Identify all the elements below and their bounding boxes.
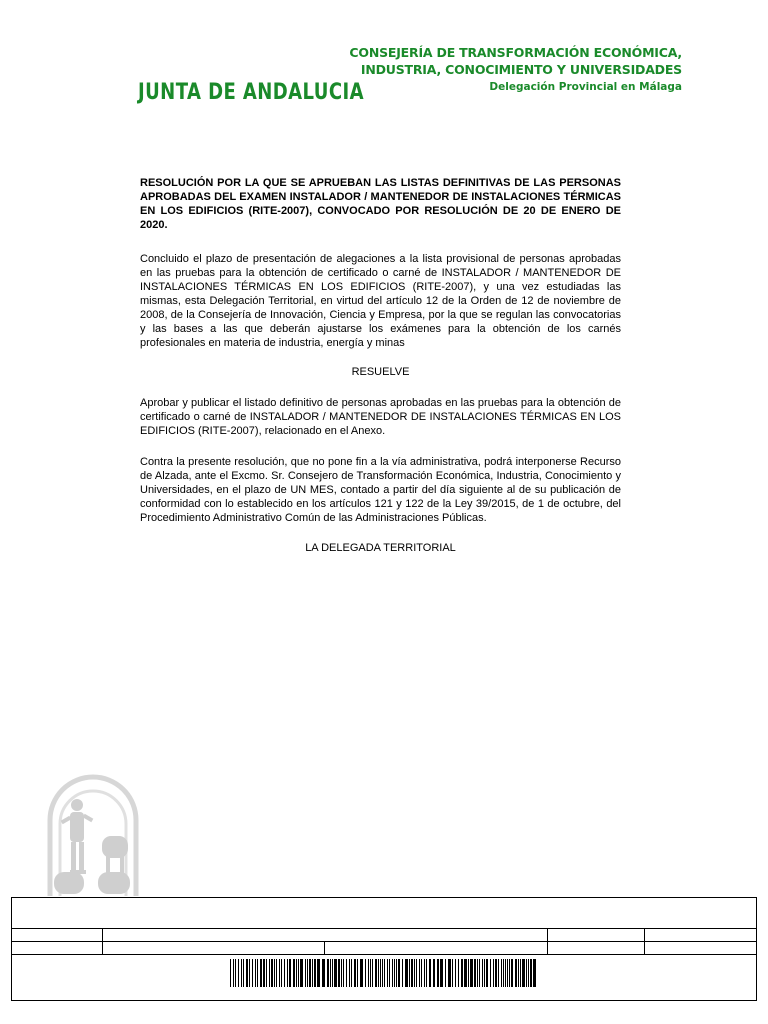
barcode-bar [300, 959, 303, 987]
barcode-bar [271, 959, 273, 987]
barcode-bar [426, 959, 427, 987]
footer-cell [645, 929, 756, 941]
barcode-bar [498, 959, 499, 987]
barcode-bar [235, 959, 236, 987]
barcode-bar [515, 959, 517, 987]
footer-cell [12, 942, 103, 954]
barcode-bar [354, 959, 356, 987]
barcode-bar [243, 959, 244, 987]
signature-title: LA DELEGADA TERRITORIAL [305, 542, 456, 554]
barcode-bar [405, 959, 408, 987]
barcode-bar [296, 959, 297, 987]
barcode-bar [246, 959, 248, 987]
barcode-bar [384, 959, 385, 987]
barcode-bar [249, 959, 250, 987]
footer-cell [325, 942, 548, 954]
barcode-bar [448, 959, 451, 987]
barcode-bar [421, 959, 422, 987]
footer-cell [103, 942, 325, 954]
barcode-bar [307, 959, 308, 987]
junta-logo: JUNTA DE ANDALUCIA [138, 80, 364, 105]
barcode-bar [424, 959, 425, 987]
barcode-bar [360, 959, 363, 987]
barcode-bar [322, 959, 325, 987]
barcode-bar [343, 959, 344, 987]
barcode-bar [429, 959, 431, 987]
barcode-bar [330, 959, 331, 987]
barcode-bar [394, 959, 395, 987]
barcode-bar [511, 959, 513, 987]
barcode-bar [349, 959, 350, 987]
barcode-bar [375, 959, 377, 987]
resuelve-heading: RESUELVE [351, 366, 410, 378]
barcode-bar [365, 959, 366, 987]
barcode-bar [433, 959, 435, 987]
barcode-bar [503, 959, 504, 987]
barcode-bar [257, 959, 258, 987]
barcode-bar [392, 959, 393, 987]
barcode-bar [389, 959, 390, 987]
barcode-bar [409, 959, 410, 987]
barcode-bar [520, 959, 521, 987]
delegacion-label: Delegación Provincial en Málaga [489, 81, 682, 93]
footer-row-2 [12, 942, 756, 955]
barcode-bar [341, 959, 342, 987]
barcode-bar [507, 959, 508, 987]
barcode-bar [312, 959, 313, 987]
barcode-bar [464, 959, 467, 987]
barcode-bar [477, 959, 478, 987]
resolution-title: RESOLUCIÓN POR LA QUE SE APRUEBAN LAS LISTAS DEFINITIVAS DE LAS PERSONAS APROBADAS DEL EXAMEN INSTALADOR / MANTENEDOR DE INSTALACIONES TÉRMICAS EN LOS EDIFICIOS (RITE-2007), CONVOCADO POR RESOLUCIÓN DE 20 DE ENERO DE 2020. [140, 177, 621, 231]
barcode-bar [528, 959, 529, 987]
barcode-bar [468, 959, 469, 987]
barcode-bar [440, 959, 443, 987]
barcode-bar [298, 959, 299, 987]
barcode-bar [518, 959, 519, 987]
barcode-bar [470, 959, 473, 987]
barcode-bar [314, 959, 316, 987]
barcode-bar [505, 959, 506, 987]
barcode-bar [305, 959, 306, 987]
barcode-bar [437, 959, 439, 987]
footer-cell [12, 929, 103, 941]
barcode-bar [346, 959, 347, 987]
barcode-bar [382, 959, 383, 987]
barcode-bar [402, 959, 403, 987]
barcode-bar [276, 959, 277, 987]
barcode-bar [263, 959, 265, 987]
barcode-bar [495, 959, 497, 987]
barcode-bar [284, 959, 285, 987]
barcode-bar [509, 959, 510, 987]
paragraph-resolution: Aprobar y publicar el listado definitivo de personas aprobadas en las pruebas para la obtención de certificado o carné de INSTALADOR / MANTENEDOR DE INSTALACIONES TÉRMICAS EN LOS EDIFICIOS (RITE-2007), relacionado en el Anexo. [140, 397, 621, 437]
barcode-bar [281, 959, 282, 987]
barcode-bar [338, 959, 340, 987]
barcode-bar [455, 959, 456, 987]
barcode-bar [279, 959, 280, 987]
barcode-bar [274, 959, 275, 987]
barcode-bar [230, 959, 231, 987]
barcode-bar [289, 959, 291, 987]
consejeria-header [349, 44, 682, 93]
consejeria-line-1: CONSEJERÍA DE TRANSFORMACIÓN ECONÓMICA, [349, 45, 682, 60]
barcode-bar [370, 959, 371, 987]
barcode-bar [293, 959, 295, 987]
barcode-bar [357, 959, 358, 987]
barcode-bar [479, 959, 480, 987]
barcode-bar [309, 959, 311, 987]
barcode-bar [327, 959, 329, 987]
barcode-bar [269, 959, 270, 987]
barcode-bar [461, 959, 463, 987]
footer-row-1 [12, 929, 756, 942]
barcode-bar [522, 959, 525, 987]
barcode-bar [372, 959, 373, 987]
barcode-bar [387, 959, 388, 987]
barcode-bar [419, 959, 420, 987]
barcode-bar [368, 959, 369, 987]
barcode-bar [490, 959, 491, 987]
barcode-bar [260, 959, 262, 987]
barcode-bar [445, 959, 446, 987]
barcode-bar [411, 959, 413, 987]
barcode-bar [414, 959, 415, 987]
barcode-bar [486, 959, 488, 987]
footer-cell [103, 929, 548, 941]
paragraph-appeal: Contra la presente resolución, que no pone fin a la vía administrativa, podrá interponerse Recurso de Alzada, ante el Excmo. Sr. Consejero de Transformación Económica, Industria, Conocimiento y Universidades, en el plazo de UN MES, contado a partir del día siguiente al de su publicación de conformidad con lo establecido en los artículos 121 y 122 de la Ley 39/2015, de 1 de octubre, del Procedimiento Administrativo Común de las Administraciones Públicas. [140, 456, 621, 524]
barcode-bar [380, 959, 381, 987]
barcode-bar [452, 959, 453, 987]
barcode-bar [266, 959, 267, 987]
footer-cell [645, 942, 756, 954]
paragraph-considerations: Concluido el plazo de presentación de alegaciones a la lista provisional de personas aprobadas en las pruebas para la obtención de certificado o carné de INSTALADOR / MANTENEDOR DE INSTALACIONES TÉRMICAS EN LOS EDIFICIOS (RITE-2007), y una vez estudiadas las mismas, esta Delegación Territorial, en virtud del artículo 12 de la Orden de 12 de noviembre de 2008, de la Consejería de Innovación, Ciencia y Empresa, por la que se regulan las convocatorias y las bases a las que deberán ajustarse los exámenes para la obtención de los carnés profesionales en materia de industria, energía y minas [140, 253, 621, 349]
barcode-bar [252, 959, 253, 987]
barcode-bar [493, 959, 494, 987]
consejeria-line-2: INDUSTRIA, CONOCIMIENTO Y UNIVERSIDADES [360, 62, 682, 77]
barcode-bar [378, 959, 379, 987]
barcode-bar [398, 959, 400, 987]
barcode-bar [458, 959, 459, 987]
barcode-bar [484, 959, 485, 987]
barcode [230, 959, 540, 987]
barcode-bar [317, 959, 320, 987]
barcode-bar [526, 959, 527, 987]
barcode-bar [287, 959, 288, 987]
barcode-bar [482, 959, 483, 987]
document-body [140, 176, 621, 555]
barcode-bar [238, 959, 239, 987]
barcode-bar [530, 959, 532, 987]
barcode-bar [241, 959, 242, 987]
footer-cell [548, 942, 645, 954]
barcode-bar [416, 959, 417, 987]
barcode-bar [474, 959, 476, 987]
barcode-bar [351, 959, 352, 987]
andalucia-seal-watermark [46, 760, 140, 896]
footer-cell [548, 929, 645, 941]
barcode-bar [501, 959, 502, 987]
barcode-bar [332, 959, 333, 987]
barcode-bar [255, 959, 256, 987]
barcode-bar [233, 959, 234, 987]
barcode-bar [334, 959, 337, 987]
barcode-bar [533, 959, 536, 987]
footer-top-cell [12, 898, 756, 929]
barcode-bar [396, 959, 397, 987]
